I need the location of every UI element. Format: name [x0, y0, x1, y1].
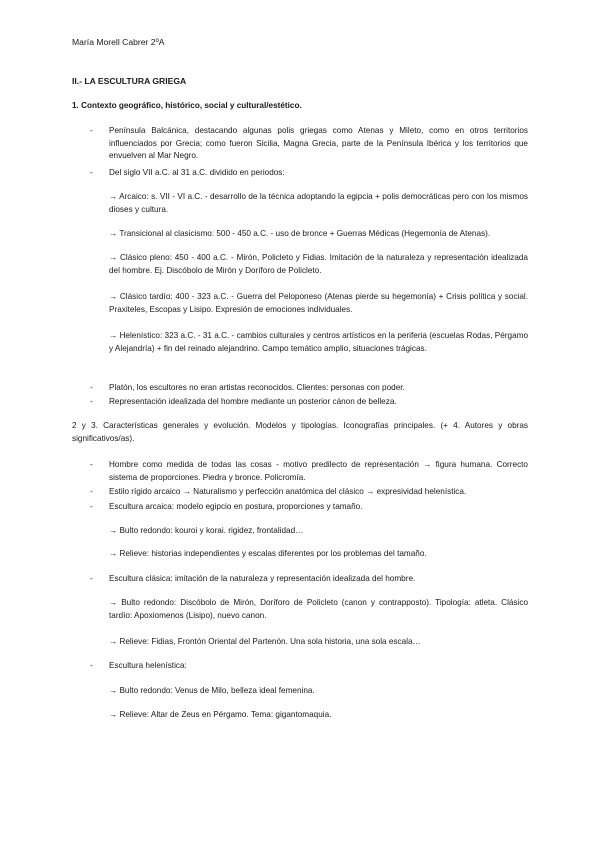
- bullet-dash: -: [90, 168, 93, 177]
- bullet-dash: -: [90, 502, 93, 511]
- bullet-text: Platón, los escultores no eran artistas reconocidos. Clientes: personas con poder.: [109, 383, 405, 392]
- list-item: [90, 501, 528, 514]
- sub-item: → Relieve: Fidias, Frontón Oriental del Partenón. Una sola historia, una sola escala…: [109, 637, 421, 646]
- list-item: [90, 660, 528, 673]
- list-item: [90, 396, 528, 409]
- sub-item: → Bulto redondo: Discóbolo de Mirón, Doríforo de Policleto (canon y contrapposto). Tipología: atleta. Clásico tardío: Apoxiomenos (Lisipo), nuevo canon.: [109, 598, 528, 620]
- bullet-dash: -: [90, 574, 93, 583]
- author-header: María Morell Cabrer 2ºA: [72, 37, 165, 47]
- list-item: [90, 167, 528, 180]
- list-item: [90, 125, 528, 163]
- bullet-dash: -: [90, 487, 93, 496]
- bullet-text: Hombre como medida de todas las cosas - motivo predilecto de representación → figura humana. Correcto sistema de proporciones. Piedra y bronce. Policromía.: [109, 460, 528, 482]
- list-item: [90, 573, 528, 586]
- list-item: [90, 459, 528, 484]
- period-item: → Helenístico: 323 a.C. - 31 a.C. - cambios culturales y centros artísticos en la periferia (escuelas Rodas, Pérgamo y Alejandría) + fin del reinado alejandrino. Campo temático amplio, situaciones trágicas.: [109, 331, 528, 353]
- section-2-heading: 2 y 3. Características generales y evolución. Modelos y tipologías. Iconografías principales. (+ 4. Autores y obras significativos/as).: [72, 421, 528, 443]
- bullet-text: Península Balcánica, destacando algunas polis griegas como Atenas y Mileto, como en otros territorios influenciados por Grecia; como fueron Sicilia, Magna Grecia, parte de la Península Ibérica y los territorios que envuelven al Mar Negro.: [109, 126, 528, 161]
- period-item: → Transicional al clasicismo: 500 - 450 a.C. - uso de bronce + Guerras Médicas (Hegemonía de Atenas).: [109, 229, 491, 238]
- period-item: → Clásico pleno: 450 - 400 a.C. - Mirón, Policleto y Fidias. Imitación de la naturaleza y representación idealizada del hombre. Ej. Discóbolo de Mirón y Doríforo de Policleto.: [109, 253, 528, 275]
- sub-item: → Relieve: Altar de Zeus en Pérgamo. Tema: gigantomaquia.: [109, 710, 332, 719]
- period-item: → Clásico tardío: 400 - 323 a.C. - Guerra del Peloponeso (Atenas pierde su hegemonía) + Crisis política y social. Praxiteles, Escopas y Lisipo. Expresión de emociones individuales.: [109, 292, 528, 314]
- section-1-heading: 1. Contexto geográfico, histórico, social y cultural/estético.: [72, 101, 302, 110]
- sub-item: → Bulto redondo: Venus de Milo, belleza ideal femenina.: [109, 686, 315, 695]
- period-item: → Arcaico: s. VII - VI a.C. - desarrollo de la técnica adoptando la egipcia + polis democráticas pero con los mismos dioses y cultura.: [109, 192, 528, 214]
- bullet-text: Del siglo VII a.C. al 31 a.C. dividido en periodos:: [109, 168, 285, 177]
- bullet-text: Estilo rígido arcaico → Naturalismo y perfección anatómica del clásico → expresividad helenística.: [109, 487, 467, 496]
- bullet-text: Escultura clásica: imitación de la naturaleza y representación idealizada del hombre.: [109, 574, 416, 583]
- list-item: [90, 382, 528, 395]
- bullet-dash: -: [90, 383, 93, 392]
- sub-item: → Bulto redondo: kouroi y korai. rigidez, frontalidad…: [109, 526, 304, 535]
- bullet-dash: -: [90, 126, 93, 135]
- bullet-dash: -: [90, 460, 93, 469]
- list-item: [90, 486, 528, 499]
- bullet-text: Escultura helenística:: [109, 661, 187, 670]
- sub-item: → Relieve: historias independientes y escalas diferentes por los problemas del tamaño.: [109, 549, 427, 558]
- bullet-text: Representación idealizada del hombre mediante un posterior cánon de belleza.: [109, 397, 397, 406]
- bullet-text: Escultura arcaica: modelo egipcio en postura, proporciones y tamaño.: [109, 502, 363, 511]
- bullet-dash: -: [90, 661, 93, 670]
- bullet-dash: -: [90, 397, 93, 406]
- document-title: II.- LA ESCULTURA GRIEGA: [72, 76, 187, 86]
